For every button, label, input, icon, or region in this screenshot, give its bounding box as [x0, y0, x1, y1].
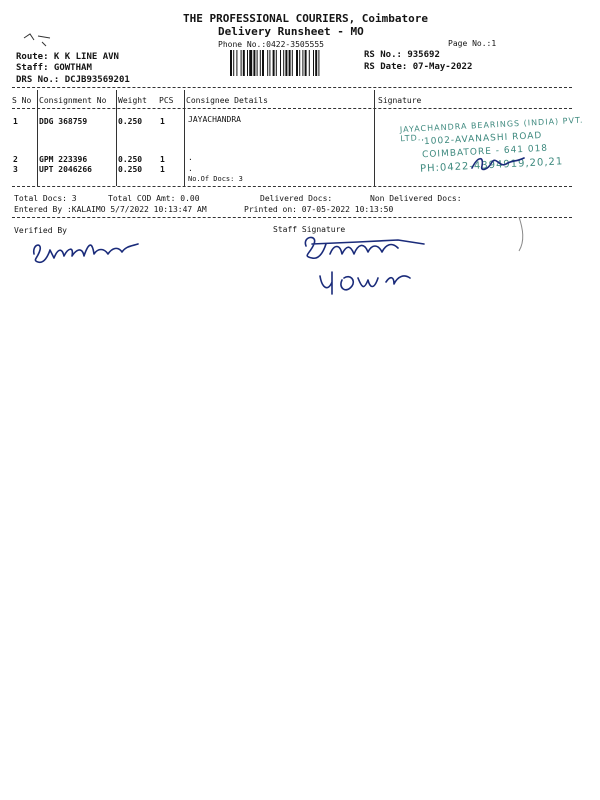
col-header-sno: S No: [12, 96, 32, 105]
col-header-weight: Weight: [118, 96, 147, 105]
scribble-mark-icon: [20, 30, 60, 50]
row-2-consignment: GPM 223396: [39, 155, 88, 164]
no-of-docs: No.Of Docs: 3: [188, 175, 243, 183]
row-3-pcs: 1: [160, 165, 165, 174]
edge-mark-icon: [515, 215, 527, 255]
staff-label: Staff: GOWTHAM: [16, 63, 92, 73]
summary-rule: [12, 217, 572, 218]
total-cod-amount: Total COD Amt: 0.00: [108, 194, 200, 203]
row-2-sno: 2: [13, 155, 18, 164]
receiver-signature-icon: [468, 150, 528, 178]
row-3-consignment: UPT 2046266: [39, 165, 92, 174]
barcode-icon: [230, 50, 354, 76]
row-1-pcs: 1: [160, 117, 165, 126]
rs-date: RS Date: 07-May-2022: [364, 62, 473, 72]
row-1-sno: 1: [13, 117, 18, 126]
table-top-rule: [12, 87, 572, 88]
page-number: Page No.:1: [448, 39, 497, 48]
drs-number: DRS No.: DCJB93569201: [16, 75, 130, 85]
total-docs: Total Docs: 3: [14, 194, 77, 203]
column-divider: [374, 90, 375, 186]
phone-number: Phone No.:0422-3505555: [218, 40, 324, 49]
company-name: THE PROFESSIONAL COURIERS, Coimbatore: [183, 12, 429, 25]
row-1-consignee: JAYACHANDRA: [188, 115, 241, 124]
table-bottom-rule: [12, 186, 572, 187]
entered-by: Entered By :KALAIMO 5/7/2022 10:13:47 AM: [14, 205, 207, 214]
row-3-sno: 3: [13, 165, 18, 174]
staff-signature-icon: [298, 232, 433, 302]
row-2-weight: 0.250: [118, 155, 143, 164]
col-header-consignee: Consignee Details: [186, 96, 268, 105]
column-divider: [37, 90, 38, 186]
verifier-signature-icon: [28, 234, 153, 270]
row-2-pcs: 1: [160, 155, 165, 164]
delivered-docs: Delivered Docs:: [260, 194, 333, 203]
table-header-rule: [12, 108, 572, 109]
stamp-line-city: COIMBATORE - 641 018: [421, 143, 549, 161]
non-delivered-docs: Non Delivered Docs:: [370, 194, 462, 203]
column-divider: [116, 90, 117, 186]
column-divider: [184, 90, 185, 186]
row-2-consignee: .: [188, 153, 193, 162]
row-3-consignee: .: [188, 164, 193, 173]
stamp-line-phone: PH:0422-4394919,20,21: [419, 156, 564, 175]
stamp-line-address: 1002-AVANASHI ROAD: [423, 130, 543, 148]
rs-number: RS No.: 935692: [364, 50, 440, 60]
document-title: Delivery Runsheet - MO: [218, 25, 364, 38]
row-1-weight: 0.250: [118, 117, 143, 126]
staff-signature-label: Staff Signature: [273, 225, 346, 234]
row-1-consignment: DDG 368759: [39, 117, 88, 126]
printed-on: Printed on: 07-05-2022 10:13:50: [244, 205, 394, 214]
route-label: Route: K K LINE AVN: [16, 52, 119, 62]
col-header-signature: Signature: [378, 96, 422, 105]
stamp-line-company: JAYACHANDRA BEARINGS (INDIA) PVT. LTD.,: [399, 115, 584, 144]
row-3-weight: 0.250: [118, 165, 143, 174]
col-header-pcs: PCS: [159, 96, 174, 105]
col-header-consignment: Consignment No: [39, 96, 107, 105]
verified-by-label: Verified By: [14, 226, 67, 235]
